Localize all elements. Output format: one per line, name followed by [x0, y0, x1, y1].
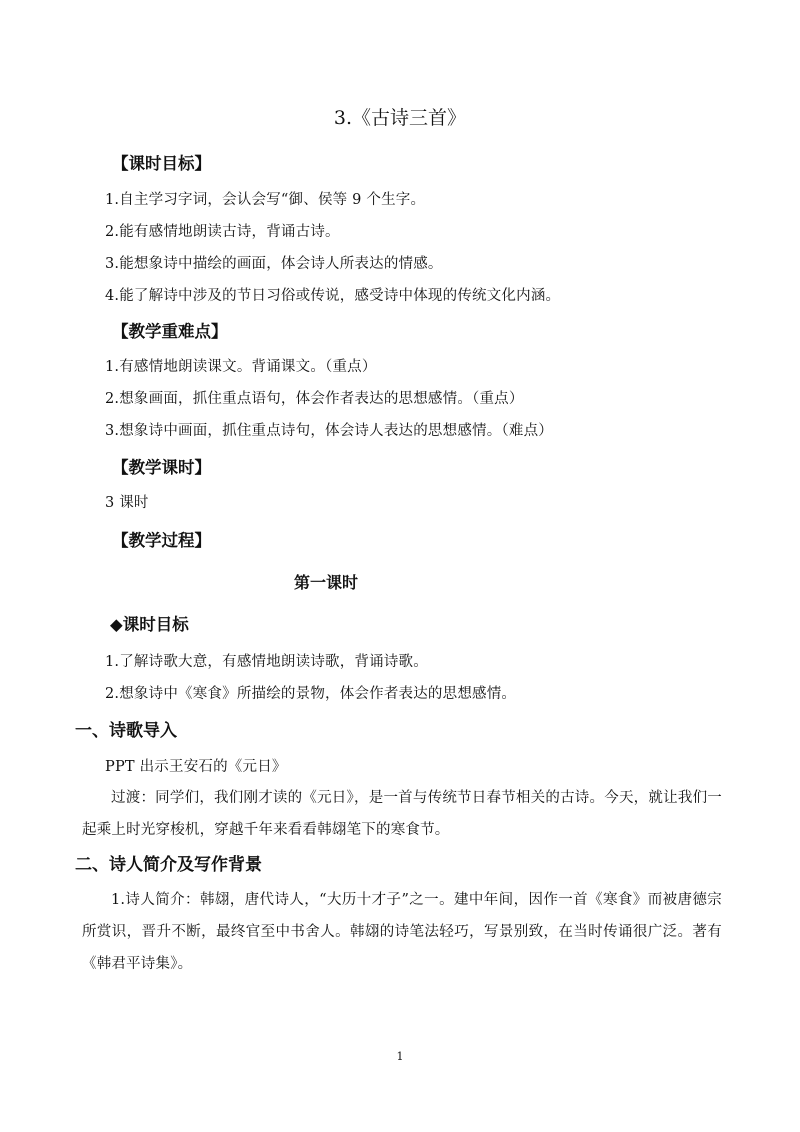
objective-item-4: 4.能了解诗中涉及的节日习俗或传说，感受诗中体现的传统文化内涵。	[105, 288, 561, 304]
lesson-goal-1: 1.了解诗歌大意，有感情地朗读诗歌，背诵诗歌。	[105, 654, 428, 670]
hours-value: 3 课时	[105, 495, 149, 511]
document-title: 3.《古诗三首》	[333, 107, 467, 129]
lesson-goal-heading: ◆课时目标	[110, 615, 189, 634]
page-number: 1	[396, 1050, 404, 1063]
key-point-item-2: 2.想象画面，抓住重点语句，体会作者表达的思想感情。（重点）	[105, 391, 524, 407]
lesson-goal-2: 2.想象诗中《寒食》所描绘的景物，体会作者表达的思想感情。	[105, 686, 517, 702]
section2-intro: 1.诗人简介：韩翃，唐代诗人，“大历十才子”之一。建中年间，因作一首《寒食》而被唐德宗所赏识，晋升不断，最终官至中书舍人。韩翃的诗笔法轻巧，写景别致，在当时传诵很广泛。著有《韩君平诗集》。	[82, 892, 722, 972]
objective-item-1: 1.自主学习字词，会认会写“御、侯等 9 个生字。	[105, 192, 426, 208]
key-point-item-1: 1.有感情地朗读课文。背诵课文。（重点）	[105, 359, 377, 375]
section1-transition: 过渡：同学们，我们刚才读的《元日》，是一首与传统节日春节相关的古诗。今天，就让我们一起乘上时光穿梭机，穿越千年来看看韩翃笔下的寒食节。	[82, 790, 722, 838]
section1-heading: 一、诗歌导入	[75, 721, 177, 741]
lesson-title: 第一课时	[294, 573, 359, 592]
objective-item-3: 3.能想象诗中描绘的画面，体会诗人所表达的情感。	[105, 256, 443, 272]
key-point-item-3: 3.想象诗中画面，抓住重点诗句，体会诗人表达的思想感情。（难点）	[105, 423, 553, 439]
key-points-heading: 【教学重难点】	[112, 322, 228, 341]
objective-item-2: 2.能有感情地朗读古诗，背诵古诗。	[105, 224, 340, 240]
objectives-heading: 【课时目标】	[112, 154, 211, 173]
section1-ppt: PPT 出示王安石的《元日》	[105, 759, 287, 775]
process-heading: 【教学过程】	[112, 531, 211, 550]
hours-heading: 【教学课时】	[112, 458, 211, 477]
section2-heading: 二、诗人简介及写作背景	[75, 855, 262, 875]
